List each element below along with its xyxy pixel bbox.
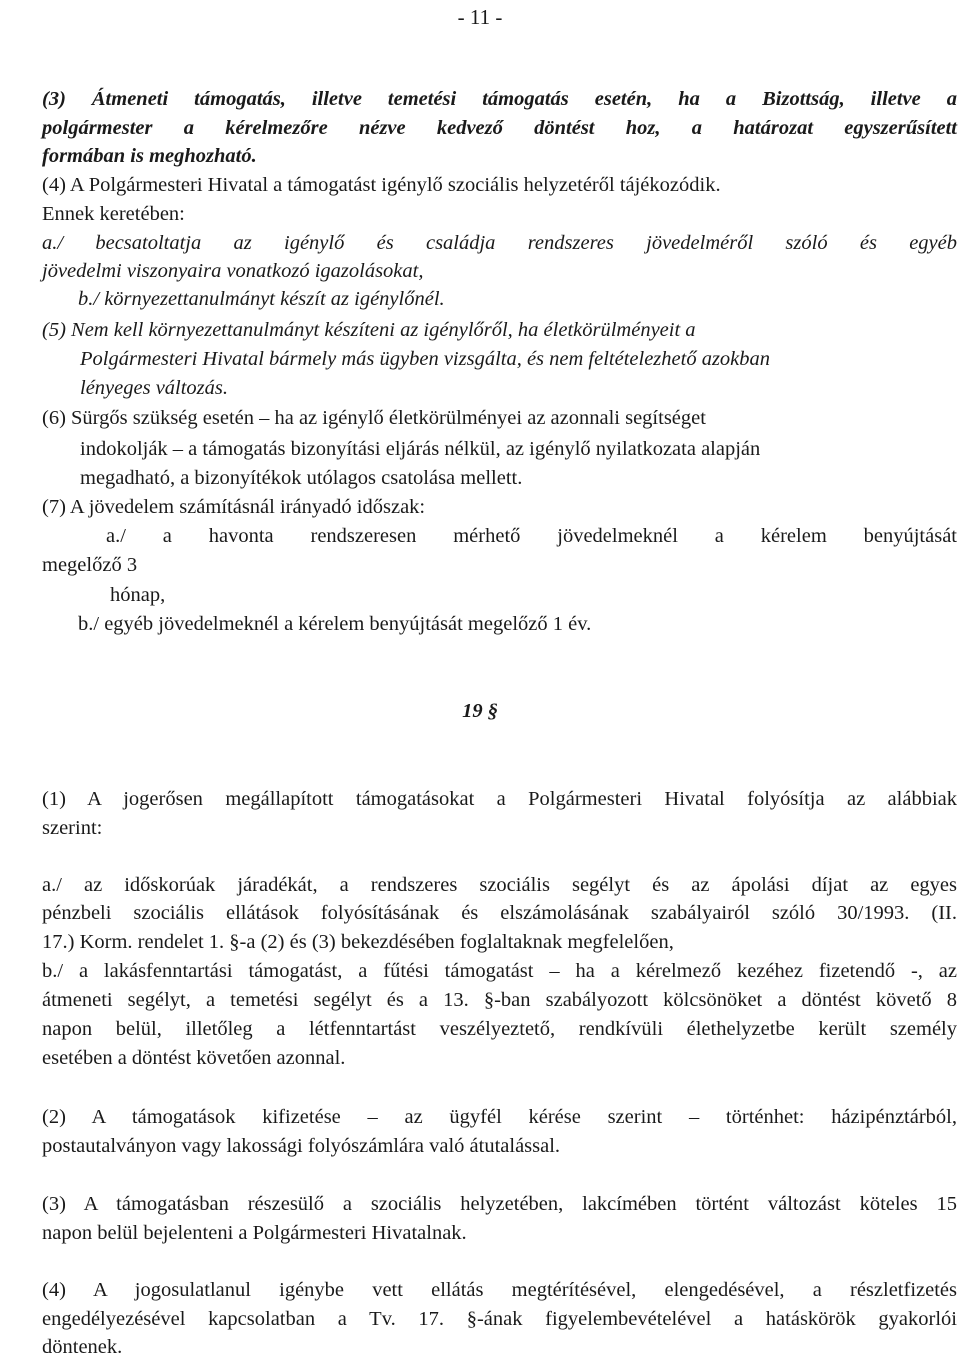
s19-p1-line-1: (1) A jogerősen megállapított támogatásokat a Polgármesteri Hivatal folyósítja az alábbiak bbox=[42, 788, 957, 810]
s19-p1-a-line-2: pénzbeli szociális ellátások folyósításának és elszámolásának szabályairól szóló 30/1993. (II. bbox=[42, 902, 957, 924]
s19-p3-line-1: (3) A támogatásban részesülő a szociális helyzetében, lakcímében történt változást köteles 15 bbox=[42, 1193, 957, 1215]
s18-p5-line-1: (5) Nem kell környezettanulmányt készíteni az igénylőről, ha életkörülményeit a bbox=[42, 319, 696, 341]
s18-p3-line-1: (3) Átmeneti támogatás, illetve temetési támogatás esetén, ha a Bizottság, illetve a bbox=[42, 88, 957, 110]
s19-p1-b-line-4: esetében a döntést követően azonnal. bbox=[42, 1047, 346, 1069]
s18-p7-item-a-line-3: hónap, bbox=[110, 584, 166, 606]
s19-p1-a-line-1: a./ az időskorúak járadékát, a rendszeres szociális segélyt és az ápolási díjat az egyes bbox=[42, 874, 957, 896]
s18-p6-line-1: (6) Sürgős szükség esetén – ha az igénylő életkörülményei az azonnali segítséget bbox=[42, 407, 706, 429]
section-19-heading: 19 § bbox=[462, 700, 498, 722]
s18-p4-item-b: b./ környezettanulmányt készít az igénylőnél. bbox=[78, 288, 445, 310]
s18-p4-item-a-line-2: jövedelmi viszonyaira vonatkozó igazolásokat, bbox=[42, 260, 424, 282]
s18-p4-item-a-line-1: a./ becsatoltatja az igénylő és családja rendszeres jövedelméről szóló és egyéb bbox=[42, 232, 957, 254]
s19-p1-a-line-3: 17.) Korm. rendelet 1. §-a (2) és (3) bekezdésében foglaltaknak megfelelően, bbox=[42, 931, 674, 953]
s19-p4-line-2: engedélyezésével kapcsolatban a Tv. 17. §-ának figyelembevételével a hatáskörök gyakorlói bbox=[42, 1308, 957, 1330]
s18-p7-line-1: (7) A jövedelem számításnál irányadó időszak: bbox=[42, 496, 426, 518]
s18-p6-line-3: megadható, a bizonyítékok utólagos csatolása mellett. bbox=[80, 467, 523, 489]
s19-p2-line-2: postautalványon vagy lakossági folyószámlára való átutalással. bbox=[42, 1135, 561, 1157]
s19-p1-b-line-3: napon belül, illetőleg a létfenntartást veszélyeztető, rendkívüli élethelyzetbe került személy bbox=[42, 1018, 957, 1040]
s19-p4-line-3: döntenek. bbox=[42, 1336, 123, 1358]
s18-p4-line-1: (4) A Polgármesteri Hivatal a támogatást igénylő szociális helyzetéről tájékozódik. bbox=[42, 174, 721, 196]
s18-p7-item-b: b./ egyéb jövedelmeknél a kérelem benyújtását megelőző 1 év. bbox=[78, 613, 592, 635]
s18-p3-line-2: polgármester a kérelmezőre nézve kedvező döntést hoz, a határozat egyszerűsített bbox=[42, 117, 957, 139]
s19-p3-line-2: napon belül bejelenteni a Polgármesteri Hivatalnak. bbox=[42, 1222, 467, 1244]
s19-p1-b-line-1: b./ a lakásfenntartási támogatást, a fűtési támogatást – ha a kérelmező kezéhez fizetendő -, az bbox=[42, 960, 957, 982]
s18-p7-item-a-line-1: a./ a havonta rendszeresen mérhető jövedelmeknél a kérelem benyújtását bbox=[106, 525, 957, 547]
s18-p5-line-3: lényeges változás. bbox=[80, 377, 229, 399]
s18-p4-line-2: Ennek keretében: bbox=[42, 203, 185, 225]
s18-p5-line-2: Polgármesteri Hivatal bármely más ügyben vizsgálta, és nem feltételezhető azokban bbox=[80, 348, 771, 370]
s19-p4-line-1: (4) A jogosulatlanul igénybe vett ellátás megtérítésével, elengedésével, a részletfizetés bbox=[42, 1279, 957, 1301]
s18-p3-line-3: formában is meghozható. bbox=[42, 145, 257, 167]
s18-p7-item-a-line-2: megelőző 3 bbox=[42, 554, 138, 576]
page-number: - 11 - bbox=[457, 5, 503, 29]
s19-p2-line-1: (2) A támogatások kifizetése – az ügyfél kérése szerint – történhet: házipénztárból, bbox=[42, 1106, 957, 1128]
s19-p1-b-line-2: átmeneti segélyt, a temetési segélyt és a 13. §-ban szabályozott kölcsönöket a döntést követő 8 bbox=[42, 989, 957, 1011]
s19-p1-line-2: szerint: bbox=[42, 817, 103, 839]
s18-p6-line-2: indokolják – a támogatás bizonyítási eljárás nélkül, az igénylő nyilatkozata alapján bbox=[80, 438, 761, 460]
